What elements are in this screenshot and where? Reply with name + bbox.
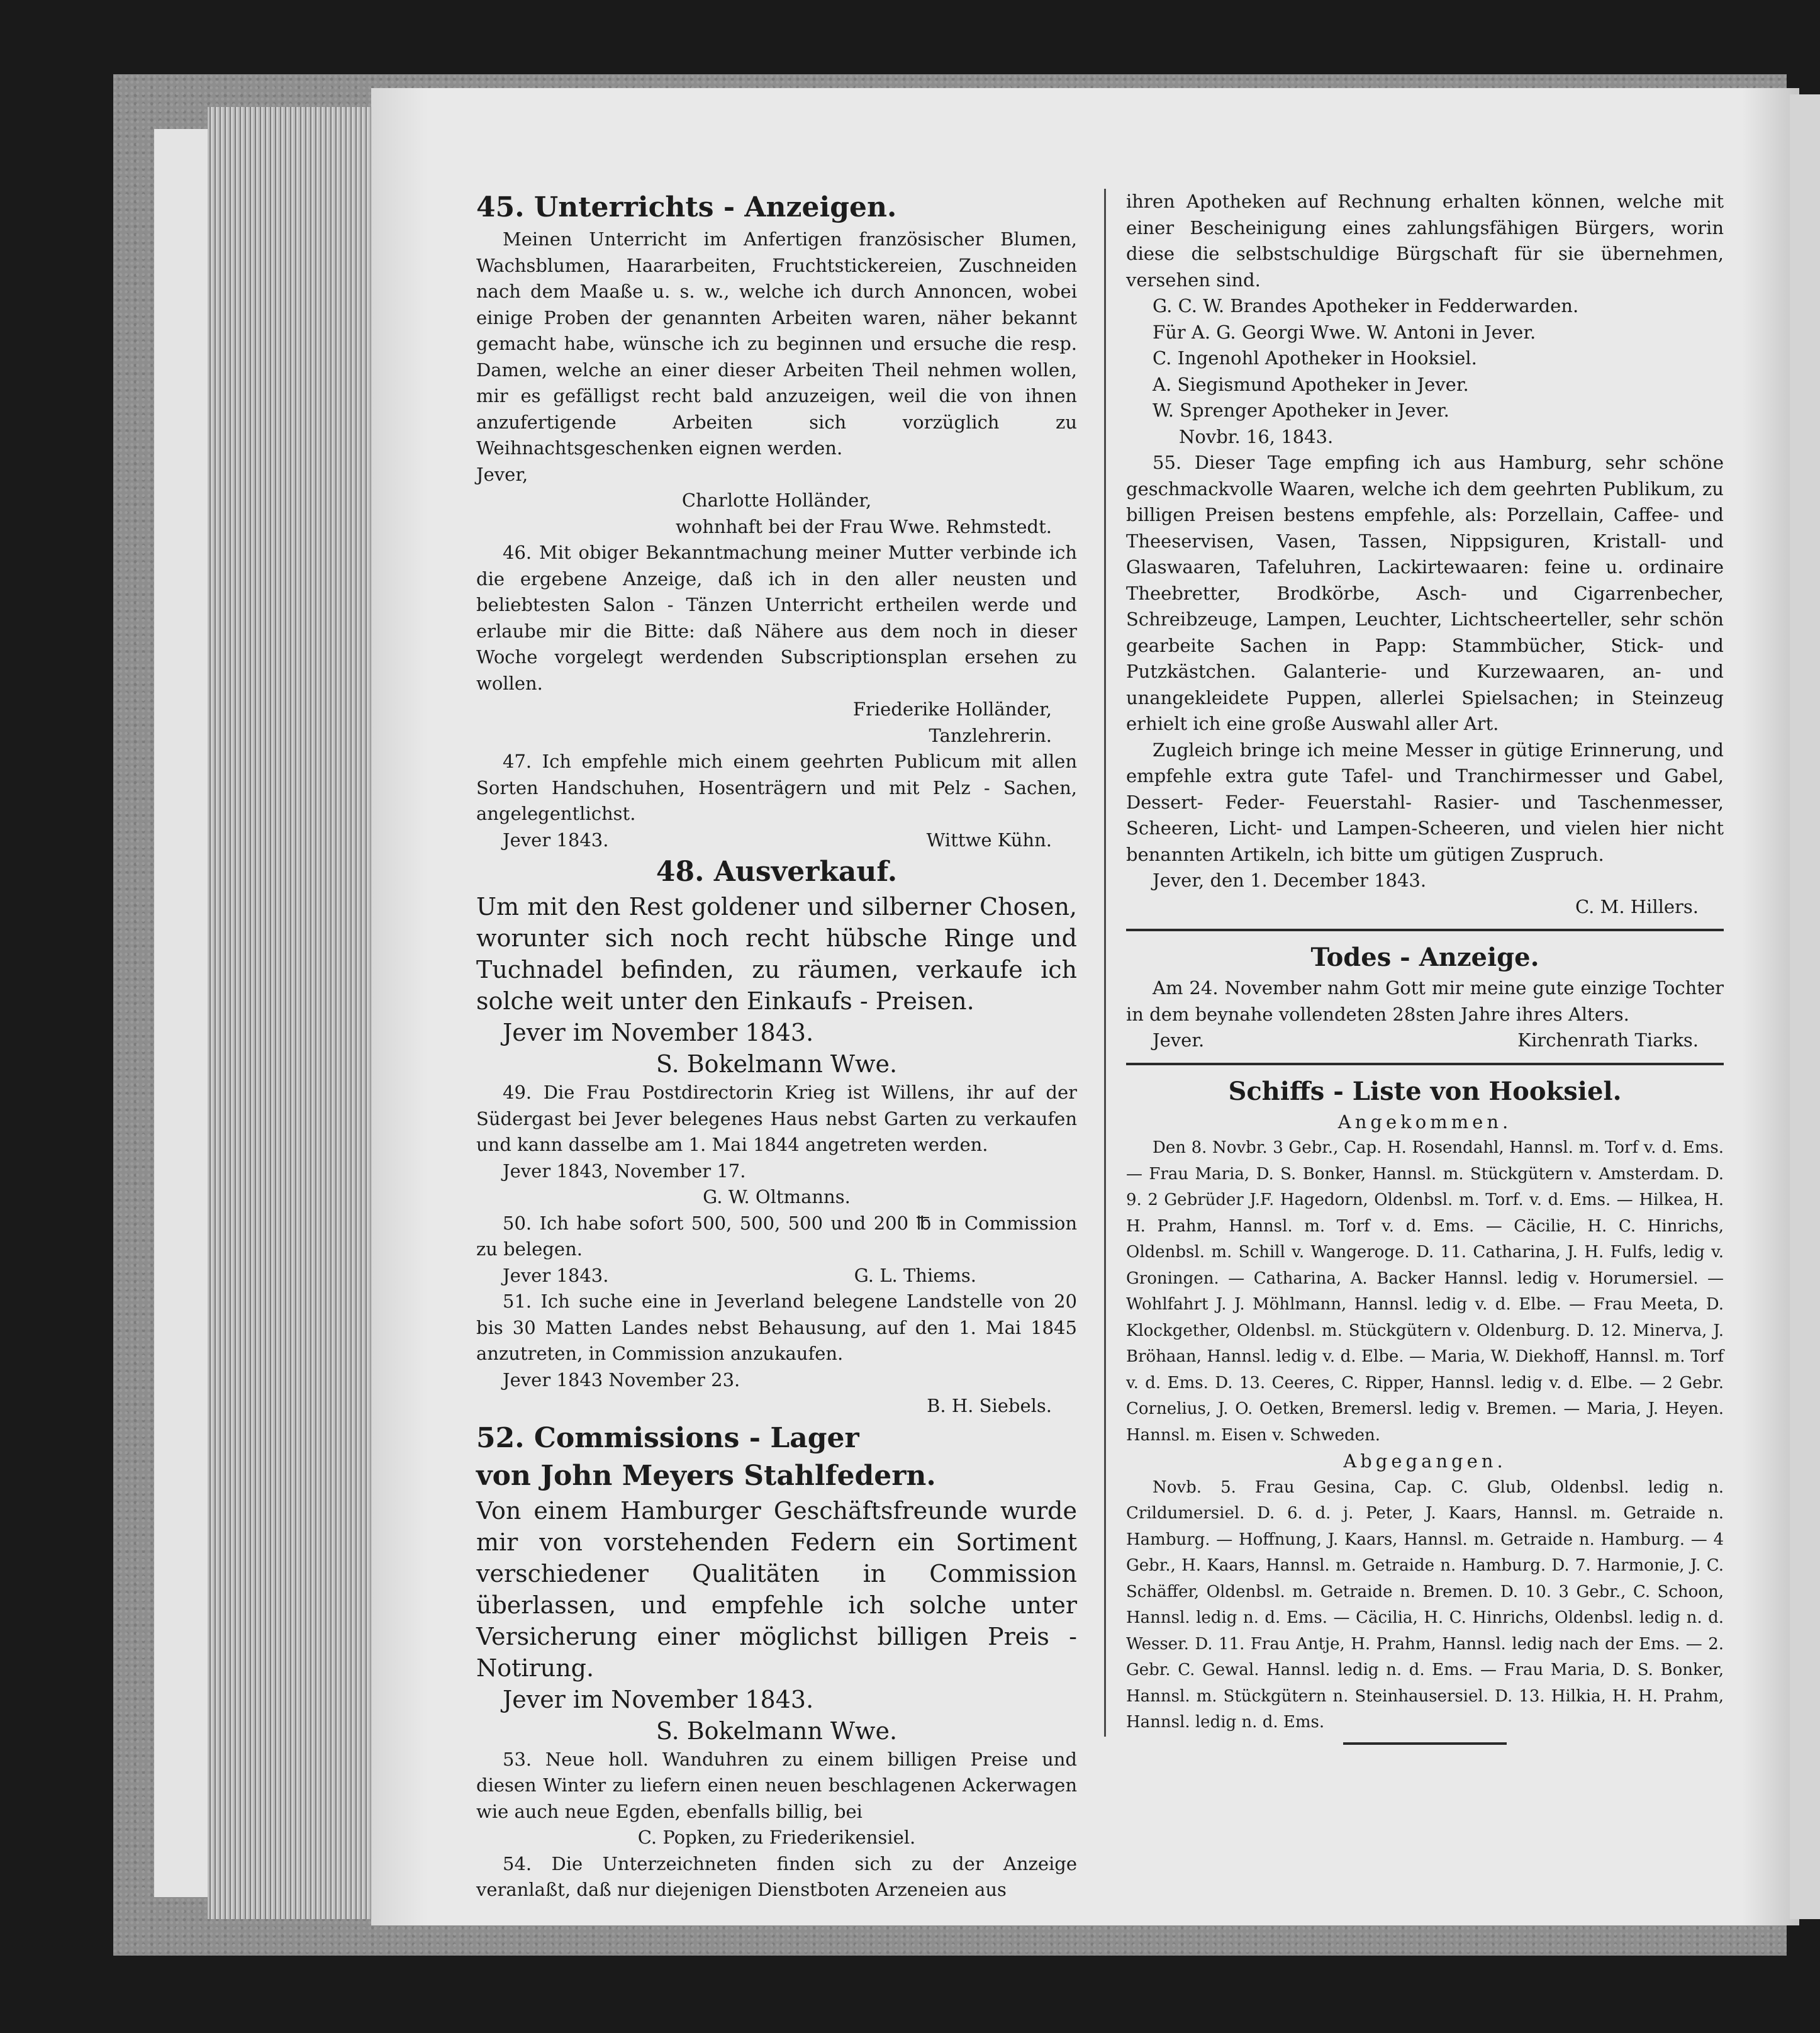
end-rule [1343, 1742, 1507, 1745]
facing-page-edge [1790, 94, 1820, 1919]
section-52-signature: S. Bokelmann Wwe. [656, 1717, 898, 1745]
ship-arrived-text: Den 8. Novbr. 3 Gebr., Cap. H. Rosendahl, Hannsl. m. Torf v. d. Ems. — Frau Maria, D. S. Bonker, Hannsl. m. Stückgütern v. Amsterdam. D. 9. 2 Gebrüder J.F. Hagedorn, Oldenbsl. m. Torf. v. d. Ems. — Hilkea, H. H. Prahm, Hannsl. m. Torf v. d. Ems. — Cäcilie, H. C. Hinrichs, Oldenbsl. m. Schill v. Wangeroge. D. 11. Catharina, J. H. Fulfs, ledig v. Groningen. — Catharina, A. Backer Hannsl. ledig v. Horumersiel. — Wohlfahrt J. J. Möhlmann, Hannsl. ledig v. d. Elbe. — Frau Meeta, D. Klockgether, Oldenbsl. m. Stückgütern v. Oldenburg. D. 12. Minerva, J. Bröhaan, Hannsl. ledig v. d. Elbe. — Maria, W. Diekhoff, Hannsl. m. Torf v. d. Ems. D. 13. Ceeres, C. Ripper, Hannsl. ledig v. d. Elbe. — 2 Gebr. Cornelius, J. O. Oetken, Bremersl. ledig v. Bremen. — Maria, J. Heyen. Hannsl. m. Eisen v. Schweden. [1126, 1138, 1724, 1445]
death-notice-heading: Todes - Anzeige. [1310, 943, 1539, 972]
section-48-heading: 48. Ausverkauf. [656, 856, 898, 888]
section-50-text: 50. Ich habe sofort 500, 500, 500 und 200 ℔ in Commission zu belegen. [476, 1212, 1077, 1260]
section-51-text: 51. Ich suche eine in Jeverland belegene Landstelle von 20 bis 30 Matten Landes nebst Behausung, auf den 1. Mai 1845 anzutreten, in Commission anzukaufen. [476, 1291, 1077, 1364]
section-46-text: 46. Mit obiger Bekanntmachung meiner Mutter verbinde ich die ergebene Anzeige, daß ich in den aller neusten und beliebtesten Salon - Tänzen Unterricht ertheilen werde und erlaube mir die Bitte: daß Nähere aus dem noch in dieser Woche vorgelegt werdenden Subscriptionsplan ersehen zu wollen. [476, 542, 1077, 694]
section-45-signature: Charlotte Holländer, [681, 490, 872, 511]
section-54-signature-4: A. Siegismund Apotheker in Jever. [1153, 373, 1469, 395]
ship-departed-text: Novb. 5. Frau Gesina, Cap. C. Glub, Oldenbsl. ledig n. Crildumersiel. D. 6. d. j. Peter, J. Kaars, Hannsl. m. Getraide n. Hamburg. — Hoffnung, J. Kaars, Hannsl. m. Getraide n. Hamburg. — 4 Gebr., H. Kaars, Hannsl. m. Getraide n. Hamburg. D. 7. Harmonie, J. C. Schäffer, Oldenbsl. m. Getraide n. Bremen. D. 10. 3 Gebr., C. Schoon, Hannsl. ledig n. d. Ems. — Cäcilia, H. C. Hinrichs, Oldenbsl. ledig n. d. Wesser. D. 11. Frau Antje, H. Prahm, Hannsl. ledig nach der Ems. — 2. Gebr. C. Gewal. Hannsl. ledig n. d. Ems. — Frau Maria, D. S. Bonker, Hannsl. m. Stückgütern n. Steinhausersiel. D. 13. Hilkia, H. H. Prahm, Hannsl. ledig n. d. Ems. [1126, 1477, 1724, 1732]
section-54-date: Novbr. 16, 1843. [1179, 425, 1334, 447]
section-54-signature-3: C. Ingenohl Apotheker in Hooksiel. [1153, 347, 1477, 369]
section-53-signature: C. Popken, zu Friederikensiel. [637, 1827, 916, 1848]
section-54-text: 54. Die Unterzeichneten finden sich zu der Anzeige veranlaßt, daß nur diejenigen Dienstboten Arzeneien aus [476, 1852, 1077, 1900]
section-45-text: Meinen Unterricht im Anfertigen französischer Blumen, Wachsblumen, Haararbeiten, Fruchtstickereien, Zuschneiden nach dem Maaße u. s. w., welche ich durch Annoncen, wobei einige Proben der genannten Arbeiten waren, näher bekannt gemacht habe, wünsche ich zu beginnen und ersuche die resp. Damen, welche an einer dieser Arbeiten Theil nehmen wollen, mir es gefälligst recht bald anzuzeigen, weil die von ihnen anzufertigende Arbeiten sich vorzüglich zu Weihnachtsgeschenken eignen werden. [476, 228, 1077, 459]
section-55-text-2: Zugleich bringe ich meine Messer in gütige Erinnerung, und empfehle extra gute Tafel- und Tranchirmesser und Gabel, Dessert- Feder- Feuerstahl- Rasier- und Taschenmesser, Scheeren, Licht- und Lampen-Scheeren, und vielen hier nicht benannten Artikeln, ich bitte um gütigen Zuspruch. [1126, 739, 1724, 865]
left-column [476, 189, 1077, 1903]
section-55-signature: C. M. Hillers. [1575, 895, 1699, 917]
section-46-role: Tanzlehrerin. [929, 724, 1052, 746]
ship-arrived-label: Angekommen. [1337, 1111, 1512, 1133]
section-54-continued: ihren Apotheken auf Rechnung erhalten können, welche mit einer Bescheinigung eines zahlungsfähigen Bürgers, worin diese die selbstschuldige Bürgschaft für sie übernehmen, versehen sind. [1126, 191, 1724, 291]
section-45-place: Jever, [476, 463, 528, 485]
section-48-signature: S. Bokelmann Wwe. [656, 1050, 898, 1078]
section-51-signature: B. H. Siebels. [927, 1395, 1052, 1416]
section-45-heading: 45. Unterrichts - Anzeigen. [476, 191, 897, 223]
section-47-signature: Wittwe Kühn. [926, 829, 1052, 851]
previous-pages-sliver [154, 129, 208, 1897]
section-52-place: Jever im November 1843. [503, 1685, 814, 1713]
section-47-place: Jever 1843. [503, 829, 609, 851]
section-45-address: wohnhaft bei der Frau Wwe. Rehmstedt. [676, 515, 1052, 537]
column-divider [1104, 189, 1106, 1737]
divider-rule [1126, 929, 1724, 931]
section-48-text: Um mit den Rest goldener und silberner Chosen, worunter sich noch recht hübsche Ringe und Tuchnadel befinden, zu räumen, verkaufe ich solche weit unter den Einkaufs - Preisen. [476, 893, 1077, 1015]
section-48-place: Jever im November 1843. [503, 1019, 814, 1046]
divider-rule [1126, 1063, 1724, 1065]
section-53-text: 53. Neue holl. Wanduhren zu einem billigen Preise und diesen Winter zu liefern einen neuen beschlagenen Ackerwagen wie auch neue Egden, ebenfalls billig, bei [476, 1748, 1077, 1822]
section-52-subheading: von John Meyers Stahlfedern. [476, 1459, 936, 1492]
right-column [1126, 189, 1724, 1745]
section-54-signature-2: Für A. G. Georgi Wwe. W. Antoni in Jever. [1153, 321, 1536, 343]
section-54-signature-1: G. C. W. Brandes Apotheker in Fedderwarden. [1153, 295, 1579, 316]
death-notice-signature: Kirchenrath Tiarks. [1517, 1029, 1699, 1051]
ship-list-heading: Schiffs - Liste von Hooksiel. [1228, 1076, 1622, 1106]
death-notice-text: Am 24. November nahm Gott mir meine gute einzige Tochter in dem beynahe vollendeten 28sten Jahre ihres Alters. [1126, 977, 1724, 1025]
section-47-text: 47. Ich empfehle mich einem geehrten Publicum mit allen Sorten Handschuhen, Hosenträgern und mit Pelz - Sachen, angelegentlichst. [476, 751, 1077, 824]
section-50-signature: G. L. Thiems. [854, 1264, 976, 1286]
page-edges [208, 107, 377, 1919]
death-notice-place: Jever. [1153, 1029, 1205, 1051]
ship-departed-label: Abgegangen. [1343, 1450, 1507, 1472]
section-49-text: 49. Die Frau Postdirectorin Krieg ist Willens, ihr auf der Südergast bei Jever belegenes Haus nebst Garten zu verkaufen und kann dasselbe am 1. Mai 1844 angetreten werden. [476, 1082, 1077, 1155]
section-55-place: Jever, den 1. December 1843. [1153, 870, 1427, 891]
section-55-text: 55. Dieser Tage empfing ich aus Hamburg, sehr schöne geschmackvolle Waaren, welche ich dem geehrten Publikum, zu billigen Preisen bestens empfehle, als: Porzellain, Caffee- und Theeservisen, Vasen, Tassen, Nippsiguren, Kristall- und Glaswaaren, Tafeluhren, Lackirtewaaren: feine u. ordinaire Theebretter, Brodkörbe, Asch- und Cigarrenbecher, Schreibzeuge, Lampen, Leuchter, Lichtscheerteller, sehr schön gearbeite Sachen in Papp: Stammbücher, Stick- und Putzkästchen. Galanterie- und Kurzewaaren, an- und unangekleidete Puppen, allerlei Spielsachen; in Steinzeug erhielt ich eine große Auswahl aller Art. [1126, 452, 1724, 734]
section-54-signature-5: W. Sprenger Apotheker in Jever. [1153, 400, 1449, 421]
section-52-text: Von einem Hamburger Geschäftsfreunde wurde mir von vorstehenden Federn ein Sortiment verschiedener Qualitäten in Commission überlassen, und empfehle ich solche unter Versicherung einer möglichst billigen Preis - Notirung. [476, 1496, 1077, 1682]
section-52-heading: 52. Commissions - Lager [476, 1421, 859, 1454]
section-46-signature: Friederike Holländer, [852, 698, 1052, 720]
section-50-place: Jever 1843. [503, 1264, 609, 1286]
section-49-place: Jever 1843, November 17. [503, 1160, 746, 1182]
section-51-place: Jever 1843 November 23. [503, 1369, 740, 1391]
section-49-signature: G. W. Oltmanns. [703, 1186, 851, 1207]
